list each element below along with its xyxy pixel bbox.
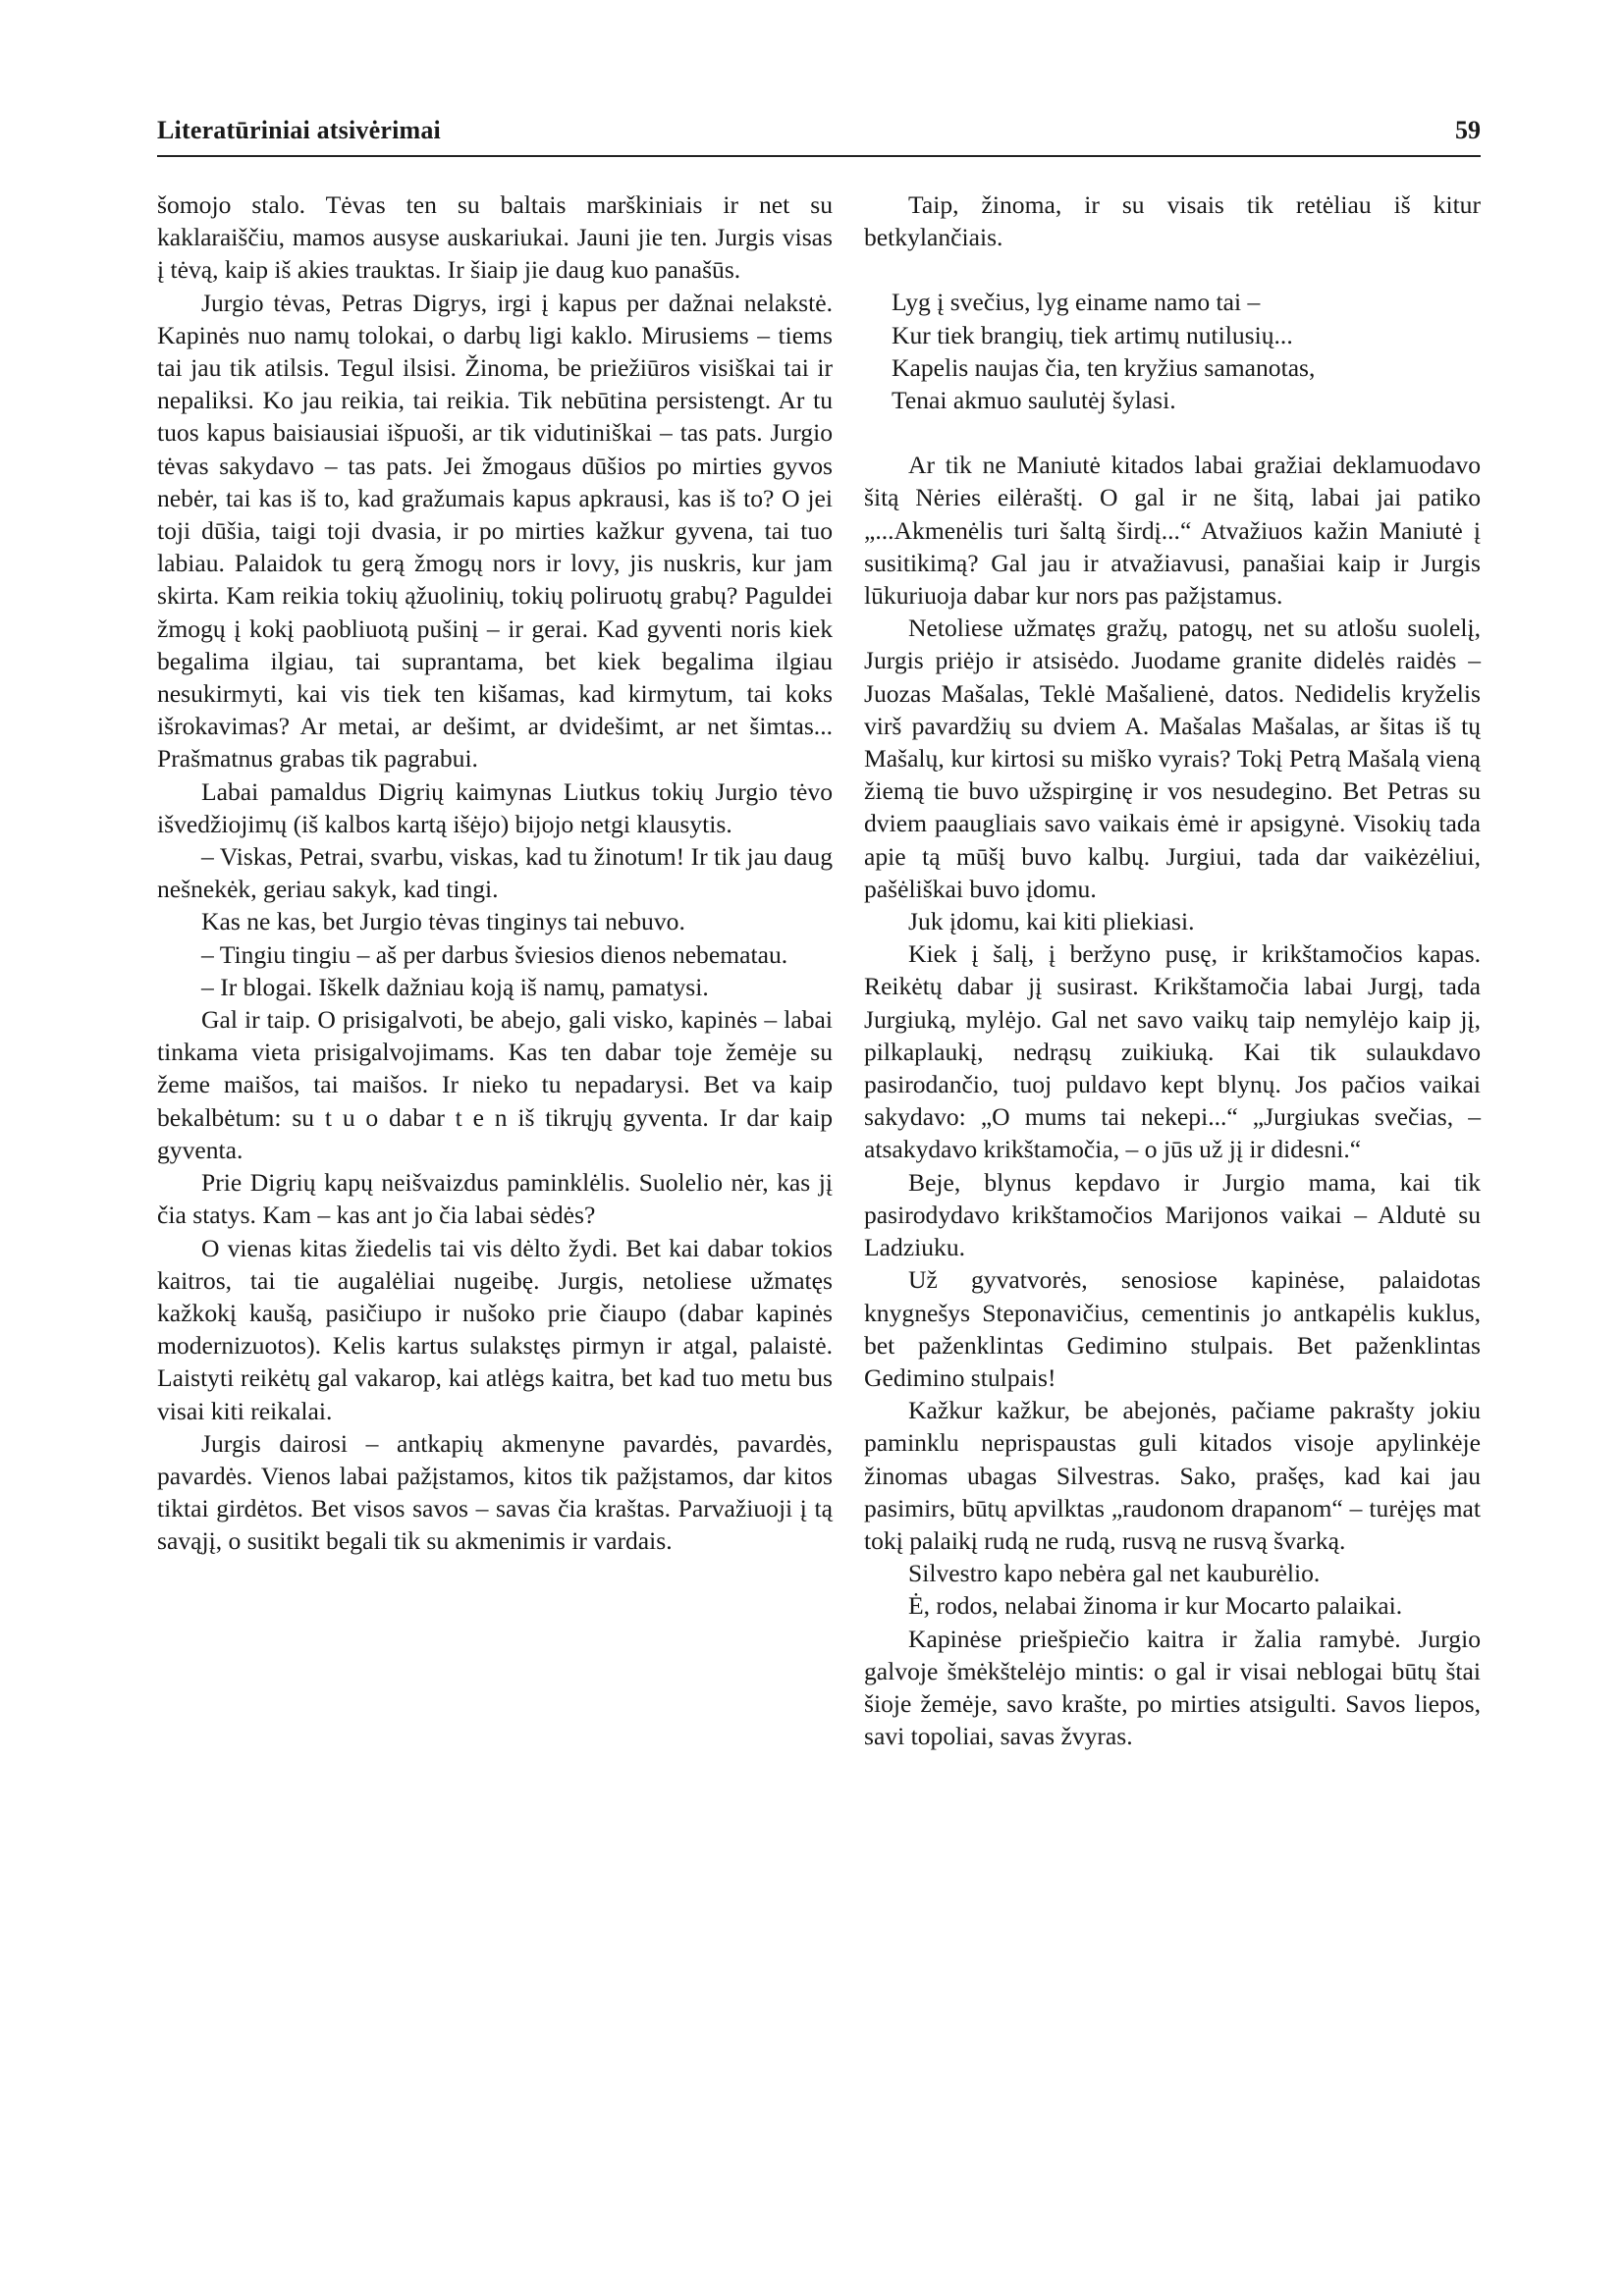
poem-line: Tenai akmuo saulutėj šylasi. (892, 386, 1176, 415)
paragraph: O vienas kitas žiedelis tai vis dėlto žydi. Bet kai dabar tokios kaitros, tai tie augalėliai nugeibę. Jurgis, netoliese užmatęs kažkokį kaušą, pasičiupo ir nušoko prie čiaupo (dabar kapinės modernizuotos). Kelis kartus sulakstęs pirmyn ir atgal, palaistė. Laistyti reikėtų gal vakarop, kai atlėgs kaitra, bet kad tuo metu bus visai kiti reikalai. (157, 1233, 833, 1425)
dialogue-paragraph: – Tingiu tingiu – aš per darbus šviesios dienos nebematau. (201, 939, 788, 969)
dialogue-paragraph: – Viskas, Petrai, svarbu, viskas, kad tu žinotum! Ir tik jau daug nešnekėk, geriau sakyk, kad tingi. (157, 842, 833, 904)
running-header (157, 116, 1481, 157)
paragraph: Prie Digrių kapų neišvaizdus paminklėlis. Suolelio nėr, kas jį čia statys. Kam – kas ant jo čia labai sėdės? (157, 1168, 833, 1230)
page-number: 59 (1455, 116, 1481, 144)
running-header-title: Literatūriniai atsivėrimai (157, 116, 441, 144)
paragraph: Gal ir taip. O prisigalvoti, be abejo, gali visko, kapinės – labai tinkama vieta prisigalvojimams. Kas ten dabar toje žemėje su žeme maišos, tai maišos. Ir nieko tu nepadarysi. Bet va kaip bekalbėtum: su t u o dabar t e n iš tikrųjų gyventa. Ir dar kaip gyventa. (157, 1005, 833, 1164)
left-column (157, 188, 833, 1558)
paragraph: Jurgis dairosi – antkapių akmenyne pavardės, pavardės, pavardės. Vienos labai pažįstamos, kitos tik pažįstamos, dar kitos tiktai girdėtos. Bet visos savos – savas čia kraštas. Parvažiuoji į tą savąjį, o susitikt begali tik su akmenimis ir vardais. (157, 1428, 833, 1556)
paragraph: Taip, žinoma, ir su visais tik retėliau iš kitur betkylančiais. (864, 190, 1481, 252)
poem-line: Lyg į svečius, lyg einame namo tai – (892, 288, 1261, 317)
right-column (864, 188, 1481, 1752)
poem-line: Kur tiek brangių, tiek artimų nutilusių... (892, 320, 1293, 349)
paragraph: šomojo stalo. Tėvas ten su baltais marškiniais ir net su kaklaraiščiu, mamos ausyse auskariukai. Jauni jie ten. Jurgis visas į tėvą, kaip iš akies trauktas. Ir šiaip jie daug kuo panašūs. (157, 190, 833, 285)
dialogue-paragraph: – Ir blogai. Iškelk dažniau koją iš namų, pamatysi. (201, 972, 709, 1001)
paragraph: Ar tik ne Maniutė kitados labai gražiai deklamuodavo šitą Nėries eilėraštį. O gal ir ne šitą, labai jai patiko „...Akmenėlis turi šaltą širdį...“ Atvažiuos kažin Maniutė į susitikimą? Gal jau ir atvažiavusi, panašiai kaip ir Jurgis lūkuriuoja dabar kur nors pas pažįstamus. (864, 451, 1481, 611)
paragraph: Kapinėse priešpiečio kaitra ir žalia ramybė. Jurgio galvoje šmėkštelėjo mintis: o gal ir visai neblogai būtų štai šioje žemėje, savo krašte, po mirties atsigulti. Savos liepos, savi topoliai, savas žvyras. (864, 1624, 1481, 1751)
paragraph: Beje, blynus kepdavo ir Jurgio mama, kai tik pasirodydavo krikštamočios Marijonos vaikai – Aldutė su Ladziuku. (864, 1167, 1481, 1262)
paragraph: Jurgio tėvas, Petras Digrys, irgi į kapus per dažnai nelakstė. Kapinės nuo namų tolokai, o darbų ligi kaklo. Mirusiems – tiems tai jau tik atilsis. Tegul ilsisi. Žinoma, be priežiūros visiškai tai ir nepaliksi. Ko jau reikia, tai reikia. Tik nebūtina persistengt. Ar tu tuos kapus baisiausiai išpuoši, ar tik vidutiniškai – tas pats. Jurgio tėvas sakydavo – tas pats. Jei žmogaus dūšios po mirties gyvos nebėr, tai kas iš to, kad gražumais kapus apkrausi, kas iš to? O jei toji dūšia, taigi toji dvasia, ir po mirties kažkur gyvena, tai tuo labiau. Palaidok tu gerą žmogų nors ir lovy, jis nuskris, kur jam skirta. Kam reikia tokių ąžuolinių, tokių poliruotų grabų? Paguldei žmogų į kokį paobliuotą pušinį – ir gerai. Kad gyventi noris kiek begalima ilgiau, tai suprantama, bet kiek begalima ilgiau nesukirmyti, kai vis tiek ten kišamas, kad kirmytum, tai koks išrokavimas? Ar metai, ar dešimt, ar dvidešimt, ar net šimtas... Prašmatnus grabas tik pagrabui. (157, 288, 833, 774)
paragraph: Kažkur kažkur, be abejonės, pačiame pakrašty jokiu paminklu neprispaustas guli kitados visoje apylinkėje žinomas ubagas Silvestras. Sako, prašęs, kad kai jau pasimirs, būtų apvilktas „raudonom drapanom“ – turėjęs mat tokį palaikį rudą ne rudą, rusvą ne rusvą švarką. (864, 1396, 1481, 1555)
paragraph: Labai pamaldus Digrių kaimynas Liutkus tokių Jurgio tėvo išvedžiojimų (iš kalbos kartą išėjo) bijojo netgi klausytis. (157, 776, 833, 838)
paragraph: Ė, rodos, nelabai žinoma ir kur Mocarto palaikai. (908, 1591, 1403, 1621)
paragraph: Kiek į šalį, į beržyno pusę, ir krikštamočios kapas. Reikėtų dabar jį susirast. Krikštamočia labai Jurgį, tada Jurgiuką, mylėjo. Gal net savo vaikų taip nemylėjo kaip jį, pilkaplaukį, nedrąsų zuikiuką. Kai tik sulaukdavo pasirodančio, tuoj puldavo kept blynų. Jos pačios vaikai sakydavo: „O mums tai nekepi...“ „Jurgiukas svečias, – atsakydavo krikštamočia, – o jūs už jį ir didesni.“ (864, 939, 1481, 1164)
poem-line: Kapelis naujas čia, ten kryžius samanotas, (892, 352, 1316, 382)
paragraph: Juk įdomu, kai kiti pliekiasi. (908, 907, 1195, 936)
paragraph: Kas ne kas, bet Jurgio tėvas tinginys tai nebuvo. (201, 907, 685, 936)
paragraph: Už gyvatvorės, senosiose kapinėse, palaidotas knygnešys Steponavičius, cementinis jo antkapėlis kuklus, bet paženklintas Gedimino stulpais. Bet paženklintas Gedimino stulpais! (864, 1265, 1481, 1392)
paragraph: Netoliese užmatęs gražų, patogų, net su atlošu suolelį, Jurgis priėjo ir atsisėdo. Juodame granite didelės raidės – Juozas Mašalas, Teklė Mašalienė, datos. Nedidelis kryželis virš pavardžių su dviem A. Mašalas Mašalas, ar šitas iš tų Mašalų, kur kirtosi su miško vyrais? Tokį Petrą Mašalą vieną žiemą tie buvo užspirginę ir vos nesudegino. Bet Petras su dviem paaugliais savo vaikais ėmė ir apsigynė. Visokių tada apie tą mūšį buvo kalbų. Jurgiui, tada dar vaikėzėliui, pašėliškai buvo įdomu. (864, 614, 1481, 903)
poem-quote (864, 286, 1481, 416)
paragraph: Silvestro kapo nebėra gal net kauburėlio. (908, 1559, 1321, 1588)
